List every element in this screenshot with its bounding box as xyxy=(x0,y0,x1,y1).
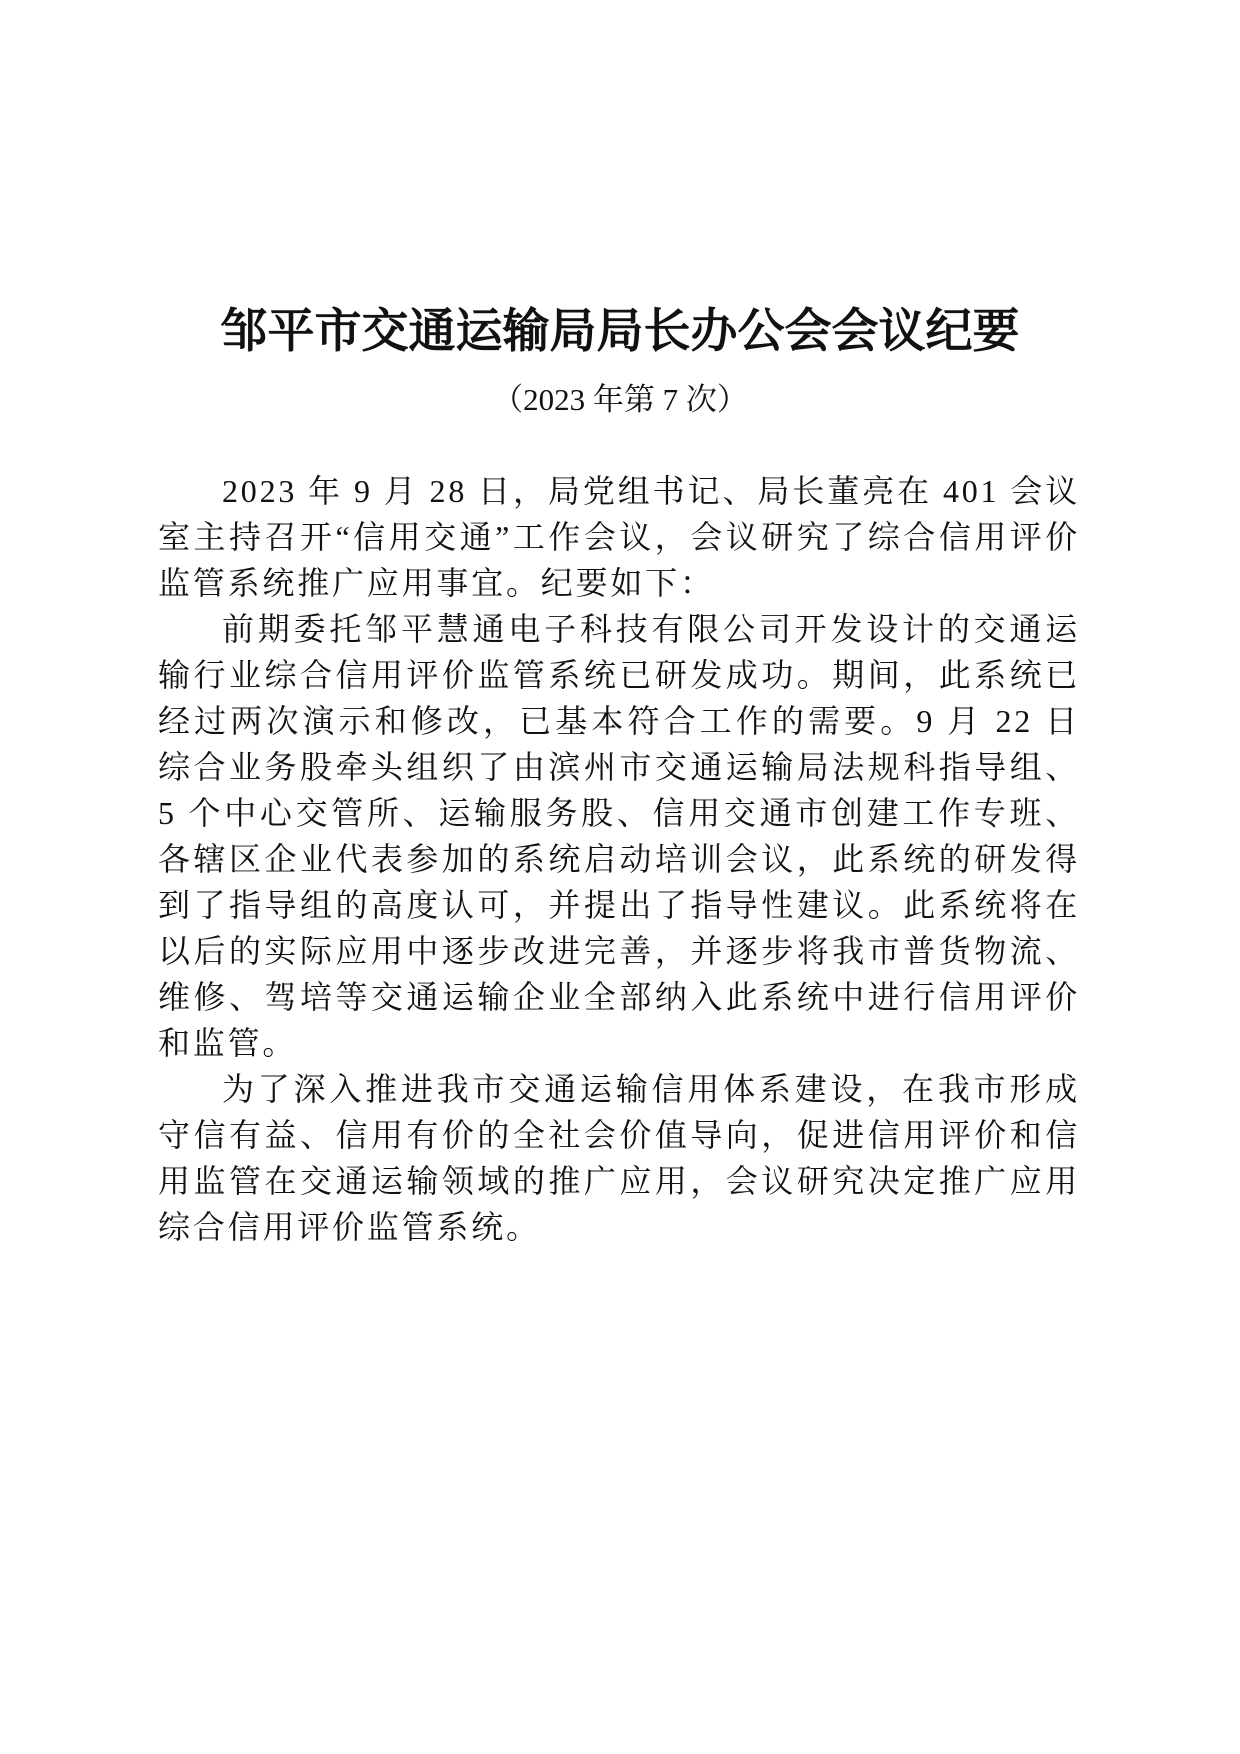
document-subtitle: （2023 年第 7 次） xyxy=(492,382,748,417)
paragraph-decision: 为了深入推进我市交通运输信用体系建设，在我市形成守信有益、信用有价的全社会价值导向，促进信用评价和信用监管在交通运输领域的推广应用，会议研究决定推广应用综合信用评价监管系统。 xyxy=(158,1071,1080,1245)
document-title: 邹平市交通运输局局长办公会会议纪要 xyxy=(220,304,1020,359)
document-body xyxy=(158,468,1080,1250)
paragraph-meeting-intro: 2023 年 9 月 28 日，局党组书记、局长董亮在 401 会议室主持召开“信用交通”工作会议，会议研究了综合信用评价监管系统推广应用事宜。纪要如下： xyxy=(158,473,1080,601)
paragraph-system-development: 前期委托邹平慧通电子科技有限公司开发设计的交通运输行业综合信用评价监管系统已研发成功。期间，此系统已经过两次演示和修改，已基本符合工作的需要。9 月 22 日综合业务股牵头组织了由滨州市交通运输局法规科指导组、5 个中心交管所、运输服务股、信用交通市创建工作专班、各辖区企业代表参加的系统启动培训会议，此系统的研发得到了指导组的高度认可，并提出了指导性建议。此系统将在以后的实际应用中逐步改进完善，并逐步将我市普货物流、维修、驾培等交通运输企业全部纳入此系统中进行信用评价和监管。 xyxy=(158,611,1080,1061)
